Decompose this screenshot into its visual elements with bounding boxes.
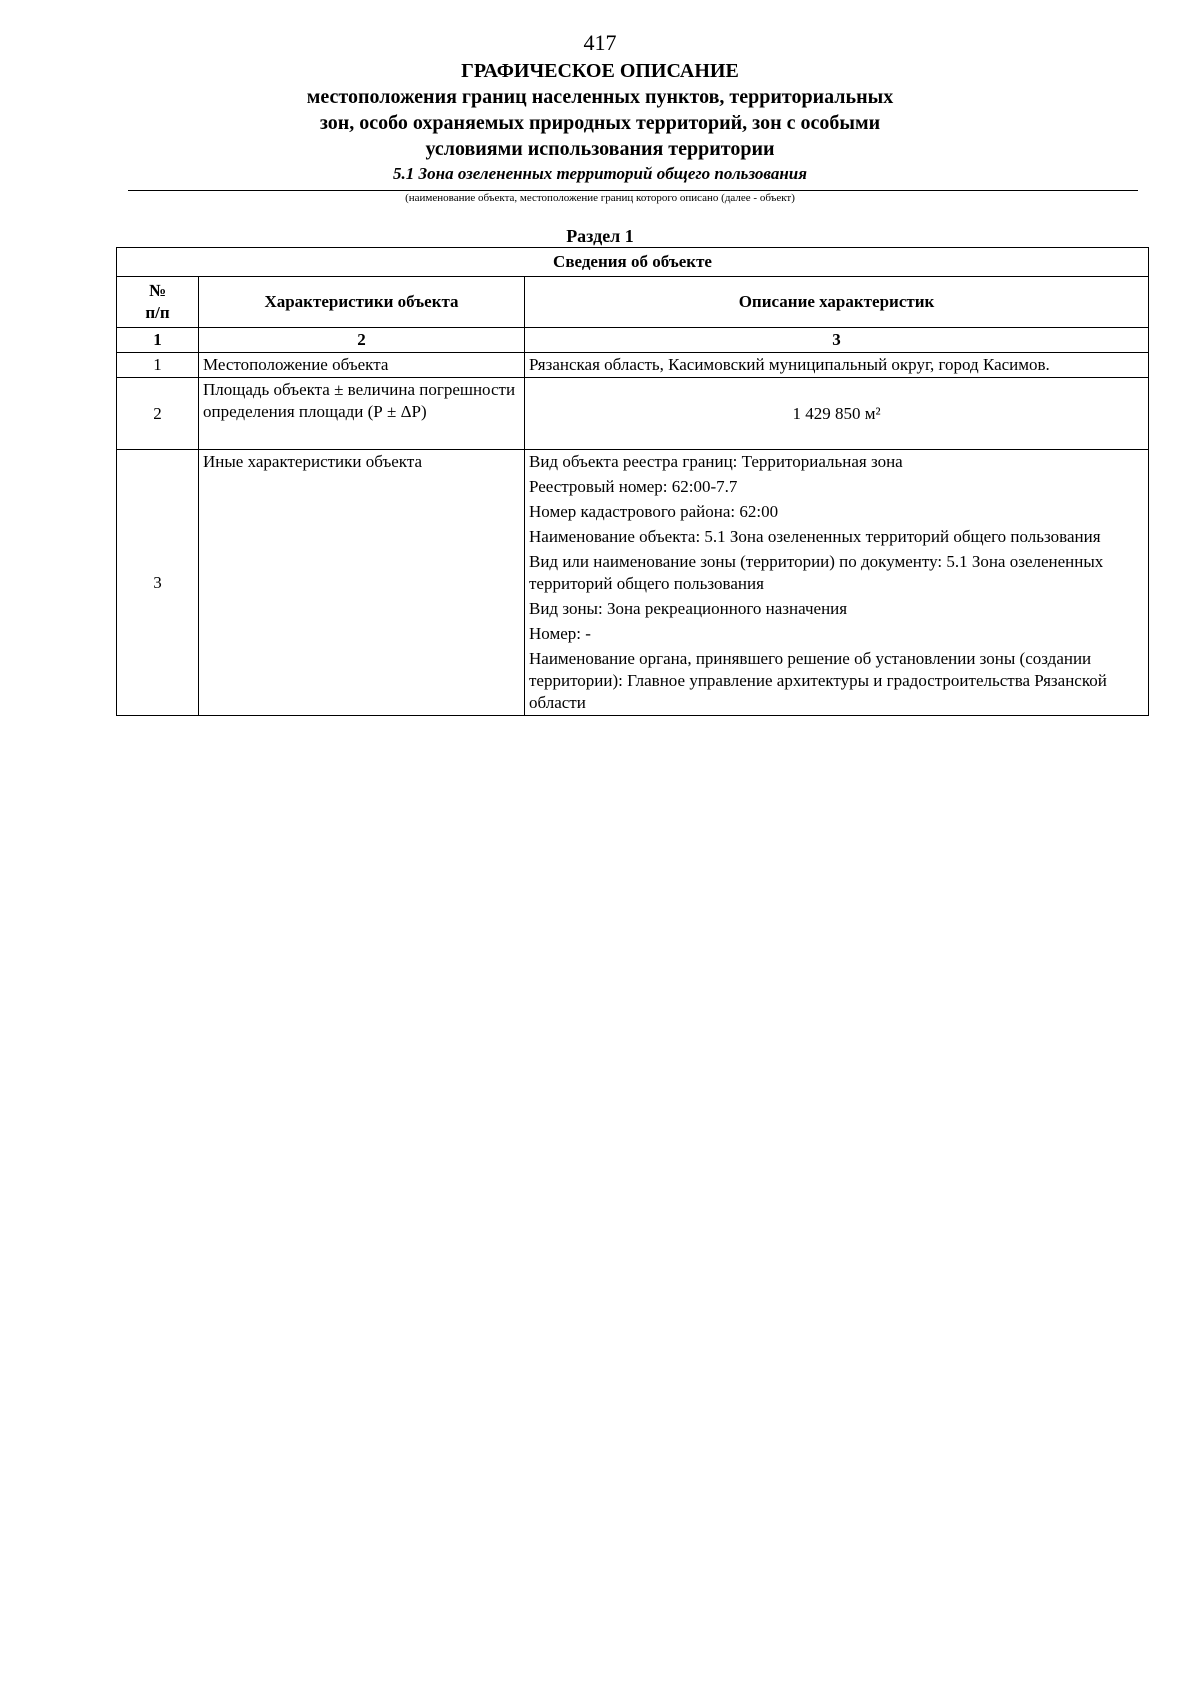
object-name-underline — [128, 190, 1138, 191]
description-line: Наименование объекта: 5.1 Зона озелененных территорий общего пользования — [529, 527, 1101, 546]
row-description — [525, 450, 1149, 716]
column-number-row — [117, 328, 1149, 353]
row-characteristic: Местоположение объекта — [199, 353, 525, 378]
row-index: 3 — [117, 450, 199, 716]
object-caption: (наименование объекта, местоположение границ которого описано (далее - объект) — [405, 192, 795, 204]
document-subtitle-line: местоположения границ населенных пунктов, территориальных — [306, 86, 894, 108]
row-description — [525, 378, 1149, 450]
column-number: 3 — [525, 328, 1149, 353]
object-info-table — [116, 247, 1149, 716]
row-characteristic: Иные характеристики объекта — [199, 450, 525, 716]
description-line: Вид зоны: Зона рекреационного назначения — [529, 599, 848, 618]
row-description — [525, 353, 1149, 378]
page-number: 417 — [583, 30, 617, 55]
column-header-description: Описание характеристик — [525, 277, 1149, 328]
row-index: 1 — [117, 353, 199, 378]
area-value: 1 429 850 м² — [792, 403, 881, 423]
document-subtitle-line: зон, особо охраняемых природных территорий, зон с особыми — [319, 112, 881, 134]
row-index: 2 — [117, 378, 199, 450]
table-row — [117, 450, 1149, 716]
table-row — [117, 353, 1149, 378]
table-header-row — [117, 277, 1149, 328]
description-line: Вид объекта реестра границ: Территориальная зона — [529, 452, 903, 471]
description-line: Рязанская область, Касимовский муниципальный округ, город Касимов. — [529, 355, 1050, 374]
description-line: Номер кадастрового района: 62:00 — [529, 502, 779, 521]
column-number: 2 — [199, 328, 525, 353]
description-line: Наименование органа, принявшего решение об установлении зоны (создании территории): Главное управление архитектуры и градостроительства Рязанской области — [529, 649, 1107, 712]
section-title: Раздел 1 — [566, 226, 634, 246]
document-title: ГРАФИЧЕСКОЕ ОПИСАНИЕ — [461, 60, 739, 82]
column-number: 1 — [117, 328, 199, 353]
document-header — [0, 58, 1200, 186]
table-caption-row — [117, 248, 1149, 277]
column-header-index: № п/п — [117, 277, 199, 328]
column-header-characteristic: Характеристики объекта — [199, 277, 525, 328]
object-name: 5.1 Зона озелененных территорий общего пользования — [393, 164, 807, 183]
document-subtitle-line: условиями использования территории — [425, 138, 775, 160]
table-row — [117, 378, 1149, 450]
description-line: Реестровый номер: 62:00-7.7 — [529, 477, 738, 496]
description-line: Вид или наименование зоны (территории) по документу: 5.1 Зона озелененных территорий общего пользования — [529, 552, 1104, 593]
description-line: Номер: - — [529, 624, 591, 643]
table-caption: Сведения об объекте — [117, 248, 1149, 277]
row-characteristic: Площадь объекта ± величина погрешности определения площади (Р ± ΔР) — [199, 378, 525, 450]
